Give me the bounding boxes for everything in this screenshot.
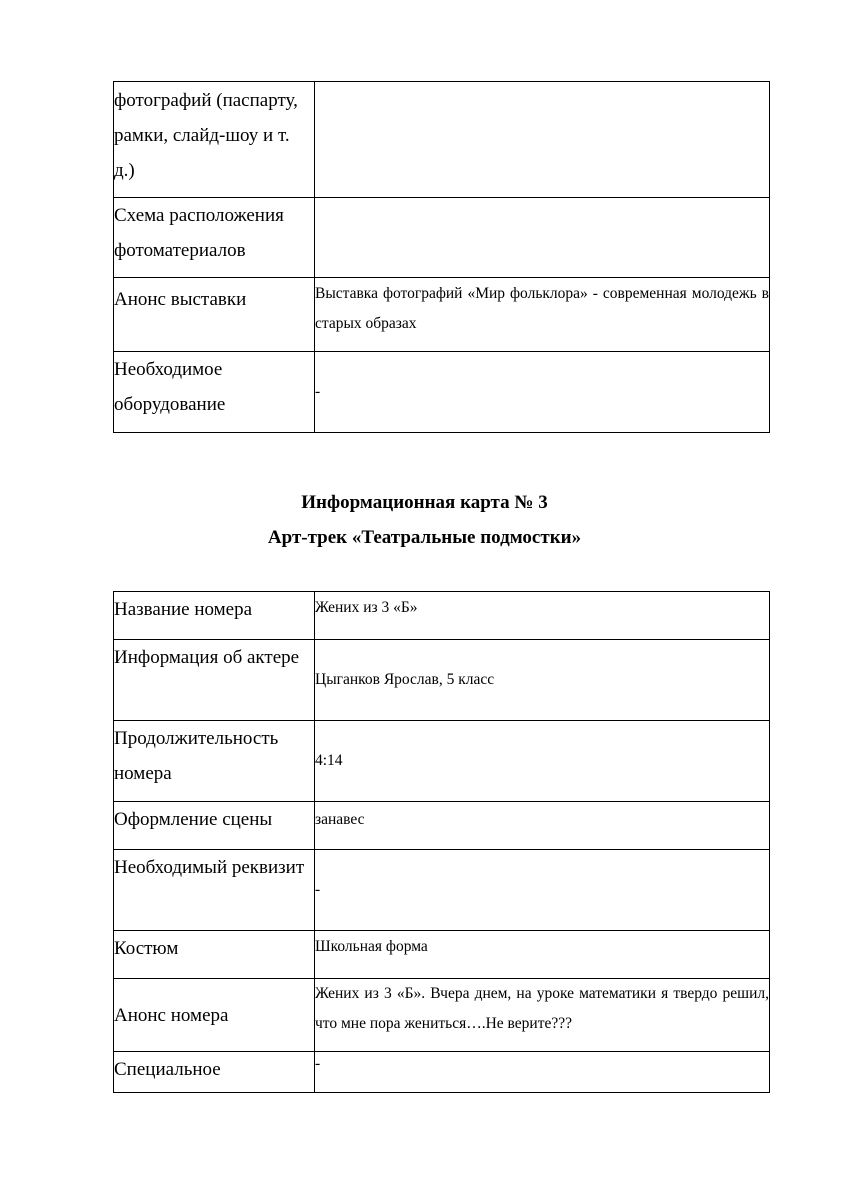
table-row (114, 82, 770, 198)
row-value: - (315, 352, 770, 433)
table-row (114, 278, 770, 352)
table-row (114, 979, 770, 1052)
row-label: Оформление сцены (114, 802, 315, 850)
row-value: - (315, 1052, 770, 1093)
row-label: Специальное (114, 1052, 315, 1093)
table-row (114, 850, 770, 931)
row-label: Костюм (114, 931, 315, 979)
row-label: фотографий (паспарту, рамки, слайд-шоу и т. д.) (114, 82, 315, 198)
row-label: Необходимый реквизит (114, 850, 315, 931)
table-row (114, 640, 770, 721)
row-label: Схема расположения фотоматериалов (114, 198, 315, 278)
card-title: Информационная карта № 3 (301, 492, 548, 513)
table-row (114, 802, 770, 850)
row-label: Продолжительность номера (114, 721, 315, 802)
row-label: Анонс номера (114, 979, 315, 1052)
row-value: 4:14 (315, 721, 770, 802)
row-value (315, 82, 770, 198)
row-value: Выставка фотографий «Мир фольклора» - современная молодежь в старых образах (315, 278, 770, 352)
table-row (114, 931, 770, 979)
row-value (315, 198, 770, 278)
table-row (114, 1052, 770, 1093)
row-value: Цыганков Ярослав, 5 класс (315, 640, 770, 721)
row-value: Жених из 3 «Б». Вчера днем, на уроке математики я твердо решил, что мне пора жениться….Не верите??? (315, 979, 770, 1052)
table-row (114, 352, 770, 433)
info-table-1 (113, 81, 770, 433)
row-label: Анонс выставки (114, 278, 315, 352)
table-row (114, 721, 770, 802)
row-value: Жених из 3 «Б» (315, 592, 770, 640)
row-label: Необходимое оборудование (114, 352, 315, 433)
row-label: Информация об актере (114, 640, 315, 721)
row-label: Название номера (114, 592, 315, 640)
row-value: занавес (315, 802, 770, 850)
row-value: - (315, 850, 770, 931)
row-value: Школьная форма (315, 931, 770, 979)
info-table-3 (113, 591, 770, 1093)
table-row (114, 198, 770, 278)
table-row (114, 592, 770, 640)
card-subtitle: Арт-трек «Театральные подмостки» (267, 527, 582, 548)
